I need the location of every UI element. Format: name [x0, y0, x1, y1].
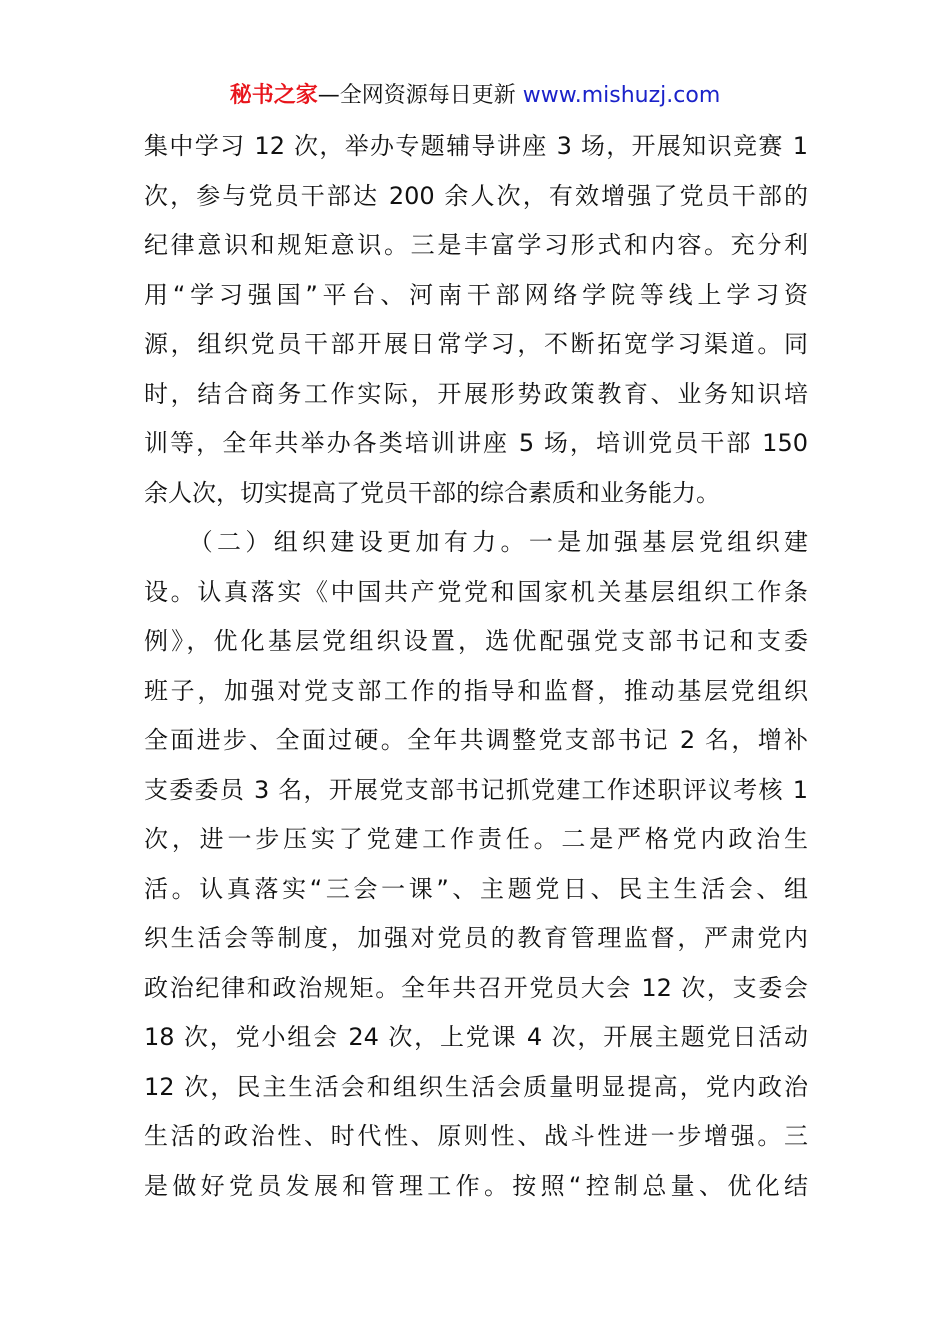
text-line: 设。认真落实《中国共产党党和国家机关基层组织工作条 — [144, 577, 808, 606]
text-line: 训等，全年共举办各类培训讲座 5 场，培训党员干部 150 — [144, 429, 808, 457]
page-header — [0, 80, 950, 112]
brand-name: 秘书之家 — [229, 83, 318, 108]
text-line: 12 次，民主生活会和组织生活会质量明显提高，党内政治 — [144, 1072, 808, 1101]
text-line: 用“学习强国”平台、河南干部网络学院等线上学习资 — [144, 280, 808, 309]
text-line: 18 次，党小组会 24 次，上党课 4 次，开展主题党日活动 — [144, 1023, 808, 1051]
text-line: 纪律意识和规矩意识。三是丰富学习形式和内容。充分利 — [144, 231, 808, 259]
text-line: 时，结合商务工作实际，开展形势政策教育、业务知识培 — [144, 379, 808, 408]
text-line: 活。认真落实“三会一课”、主题党日、民主生活会、组 — [144, 874, 808, 903]
text-line: 班子，加强对党支部工作的指导和监督，推动基层党组织 — [144, 676, 808, 705]
text-line: 生活的政治性、时代性、原则性、战斗性进一步增强。三 — [144, 1122, 808, 1150]
text-line: 政治纪律和政治规矩。全年共召开党员大会 12 次，支委会 — [144, 973, 808, 1002]
text-line: 次，进一步压实了党建工作责任。二是严格党内政治生 — [144, 825, 808, 853]
text-line: 全面进步、全面过硬。全年共调整党支部书记 2 名，增补 — [144, 726, 808, 754]
section-heading-line: （二）组织建设更加有力。一是加强基层党组织建 — [144, 528, 808, 556]
text-line: 次，参与党员干部达 200 余人次，有效增强了党员干部的 — [144, 181, 808, 210]
text-line: 源，组织党员干部开展日常学习，不断拓宽学习渠道。同 — [144, 330, 808, 358]
text-line: 是做好党员发展和管理工作。按照“控制总量、优化结 — [144, 1171, 808, 1200]
text-line: 例》，优化基层党组织设置，选优配强党支部书记和支委 — [144, 627, 808, 655]
text-line: 支委委员 3 名，开展党支部书记抓党建工作述职评议考核 1 — [144, 775, 808, 804]
website-link[interactable]: www.mishuzj.com — [522, 83, 721, 108]
document-body — [144, 126, 808, 1215]
header-tagline: —全网资源每日更新 — [317, 83, 516, 108]
text-line: 余人次，切实提高了党员干部的综合素质和业务能力。 — [144, 478, 720, 507]
text-line: 集中学习 12 次，举办专题辅导讲座 3 场，开展知识竞赛 1 — [144, 132, 808, 160]
text-line: 织生活会等制度，加强对党员的教育管理监督，严肃党内 — [144, 924, 808, 952]
